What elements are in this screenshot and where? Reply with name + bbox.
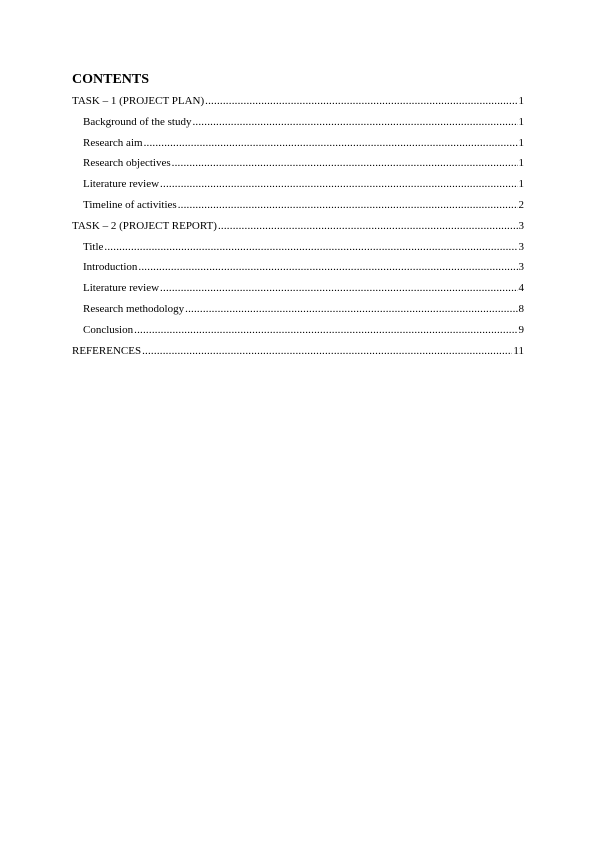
dot-leader (104, 240, 517, 254)
toc-entry-title: TASK – 1 (PROJECT PLAN) (72, 95, 205, 107)
toc-entry-background-of-the-study[interactable] (72, 115, 524, 136)
toc-entry-title[interactable] (72, 240, 524, 261)
toc-entry-title: Research objectives (83, 157, 171, 170)
toc-entry-timeline-of-activities[interactable] (72, 198, 524, 219)
dot-leader (160, 177, 517, 191)
toc-entry-page-number: 1 (518, 115, 524, 128)
toc-entry-page-number: 1 (518, 178, 524, 191)
dot-leader (205, 94, 517, 108)
toc-entry-title: Background of the study (83, 115, 192, 128)
toc-entry-title: Introduction (83, 261, 138, 274)
dot-leader (160, 281, 517, 295)
dot-leader (178, 198, 518, 212)
dot-leader (192, 115, 517, 129)
dot-leader (142, 344, 512, 358)
toc-entry-title: Literature review (83, 282, 160, 295)
toc-entry-page-number: 2 (518, 198, 524, 211)
toc-entry-title: Conclusion (83, 323, 134, 336)
toc-entry-page-number: 1 (518, 136, 524, 149)
toc-entry-literature-review-2[interactable] (72, 281, 524, 302)
dot-leader (134, 323, 517, 337)
toc-entry-task-2-project-report[interactable] (72, 219, 524, 240)
toc-entry-title: Research methodology (83, 302, 185, 315)
toc-entry-research-methodology[interactable] (72, 302, 524, 323)
toc-entry-page-number: 4 (518, 282, 524, 295)
toc-entry-page-number: 1 (518, 95, 524, 107)
toc-entry-task-1-project-plan[interactable] (72, 94, 524, 115)
dot-leader (144, 136, 518, 150)
toc-entry-page-number: 8 (518, 302, 524, 315)
toc-entry-page-number: 11 (513, 344, 524, 357)
table-of-contents (72, 94, 524, 364)
toc-entry-title: Timeline of activities (83, 198, 177, 211)
toc-entry-title: REFERENCES (72, 344, 142, 357)
dot-leader (185, 302, 517, 316)
toc-entry-conclusion[interactable] (72, 323, 524, 344)
toc-entry-page-number: 3 (518, 261, 524, 274)
toc-entry-research-aim[interactable] (72, 136, 524, 157)
toc-entry-page-number: 1 (518, 157, 524, 170)
toc-entry-title: Literature review (83, 178, 160, 191)
toc-entry-literature-review[interactable] (72, 177, 524, 198)
toc-entry-references[interactable] (72, 344, 524, 365)
toc-entry-introduction[interactable] (72, 260, 524, 281)
dot-leader (218, 219, 518, 233)
toc-entry-research-objectives[interactable] (72, 156, 524, 177)
toc-entry-title: Research aim (83, 136, 143, 149)
toc-entry-page-number: 3 (518, 219, 524, 232)
toc-entry-page-number: 3 (518, 240, 524, 253)
toc-entry-title-text: Title (83, 240, 104, 253)
toc-entry-page-number: 9 (518, 323, 524, 336)
contents-heading: CONTENTS (72, 72, 150, 87)
dot-leader (172, 156, 518, 170)
toc-entry-title: TASK – 2 (PROJECT REPORT) (72, 219, 217, 232)
dot-leader (138, 260, 517, 274)
